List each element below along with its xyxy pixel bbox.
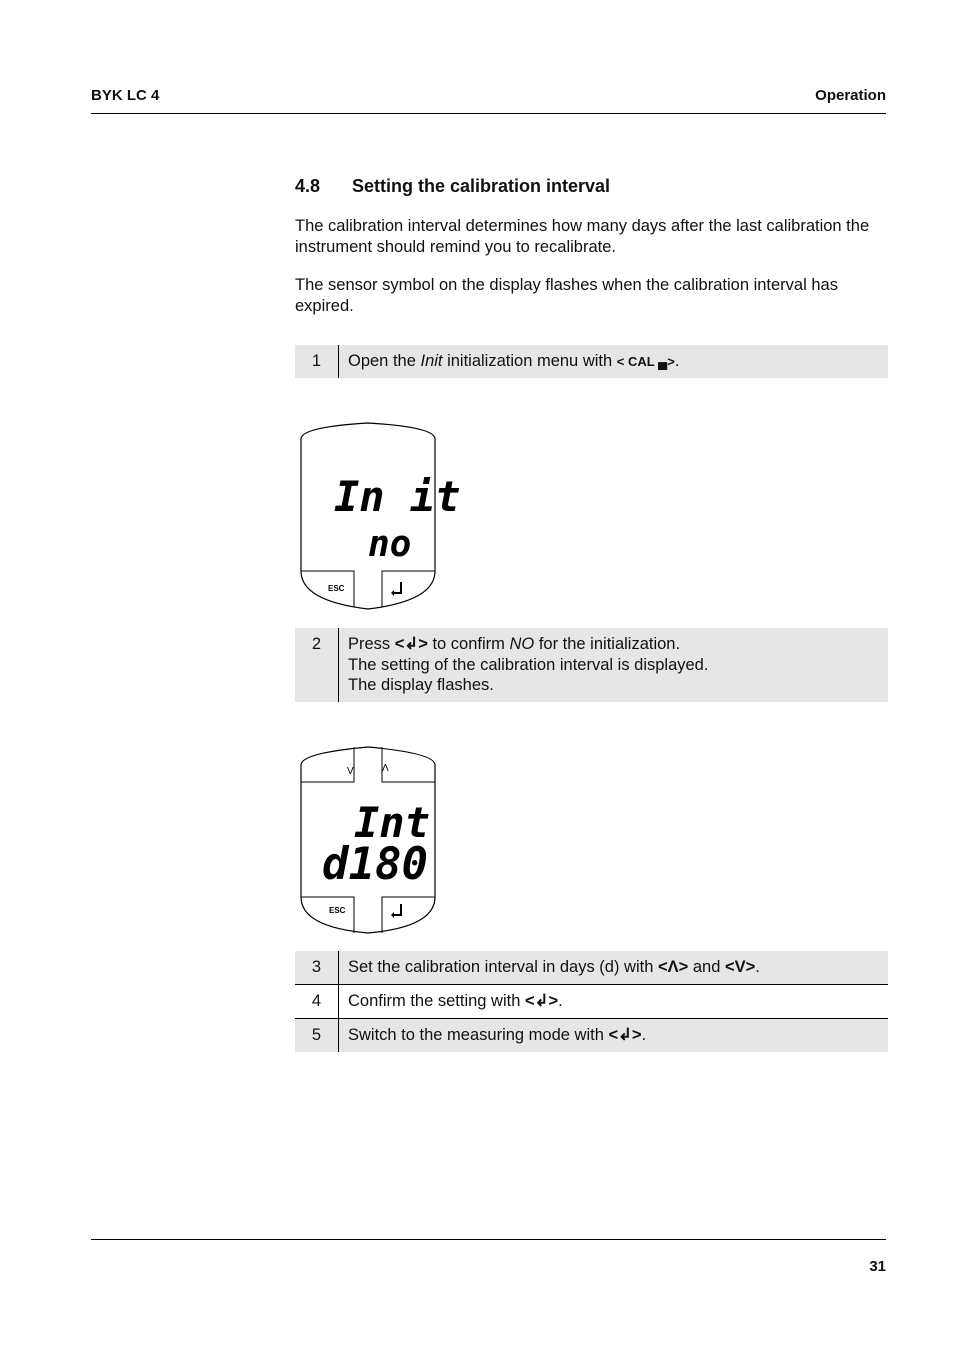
- down-label: V: [347, 766, 354, 777]
- down-key-label: <V>: [724, 958, 756, 976]
- step-number: 2: [311, 635, 322, 653]
- sensor-paragraph: The sensor symbol on the display flashes when the calibration interval has expired.: [295, 276, 838, 315]
- step-number: 4: [311, 992, 322, 1010]
- lcd-display-interval: [298, 745, 438, 935]
- header-rule: [91, 113, 886, 114]
- menu-name: Init: [420, 352, 443, 370]
- step-number: 3: [311, 958, 322, 976]
- running-header-right: Operation: [815, 87, 886, 104]
- section-number: 4.8: [295, 176, 321, 196]
- lcd-line-2: d180: [322, 839, 428, 890]
- footer-rule: [91, 1239, 886, 1240]
- step-number: 1: [311, 352, 322, 370]
- up-label: Λ: [382, 763, 389, 774]
- step-4: 4 Confirm the setting with <↲>.: [295, 984, 888, 1019]
- lcd-display-init: [298, 421, 461, 611]
- step-number: 5: [311, 1026, 322, 1044]
- section-title: Setting the calibration interval: [352, 176, 611, 196]
- intro-paragraph: The calibration interval determines how many days after the last calibration the instrument should remind you to recalibrate.: [295, 217, 870, 256]
- enter-key-label: <↲>: [608, 1026, 642, 1044]
- lcd-line-1: Int: [354, 798, 430, 847]
- step-5: 5 Switch to the measuring mode with <↲>.: [295, 1018, 888, 1052]
- enter-key-label: <↲>: [394, 635, 428, 653]
- section-heading: [295, 176, 610, 197]
- running-header-left: BYK LC 4: [91, 87, 160, 104]
- step-1: 1 Open the Init initialization menu with < CAL ▄>.: [295, 345, 888, 378]
- esc-label: ESC: [329, 906, 346, 915]
- step-3: 3 Set the calibration interval in days (d) with <Λ> and <V>.: [295, 951, 888, 984]
- esc-label: ESC: [328, 584, 345, 593]
- cal-key-label: < CAL ▄>: [616, 354, 675, 369]
- up-key-label: <Λ>: [657, 958, 689, 976]
- step-2: 2 Press <↲> to confirm NO for the initialization. The setting of the calibration interval is displayed. The display flashes.: [295, 628, 888, 702]
- lcd-line-2: no: [368, 524, 412, 565]
- page-number: 31: [869, 1258, 886, 1275]
- lcd-line-1: In it: [334, 472, 461, 521]
- enter-key-label: <↲>: [525, 992, 559, 1010]
